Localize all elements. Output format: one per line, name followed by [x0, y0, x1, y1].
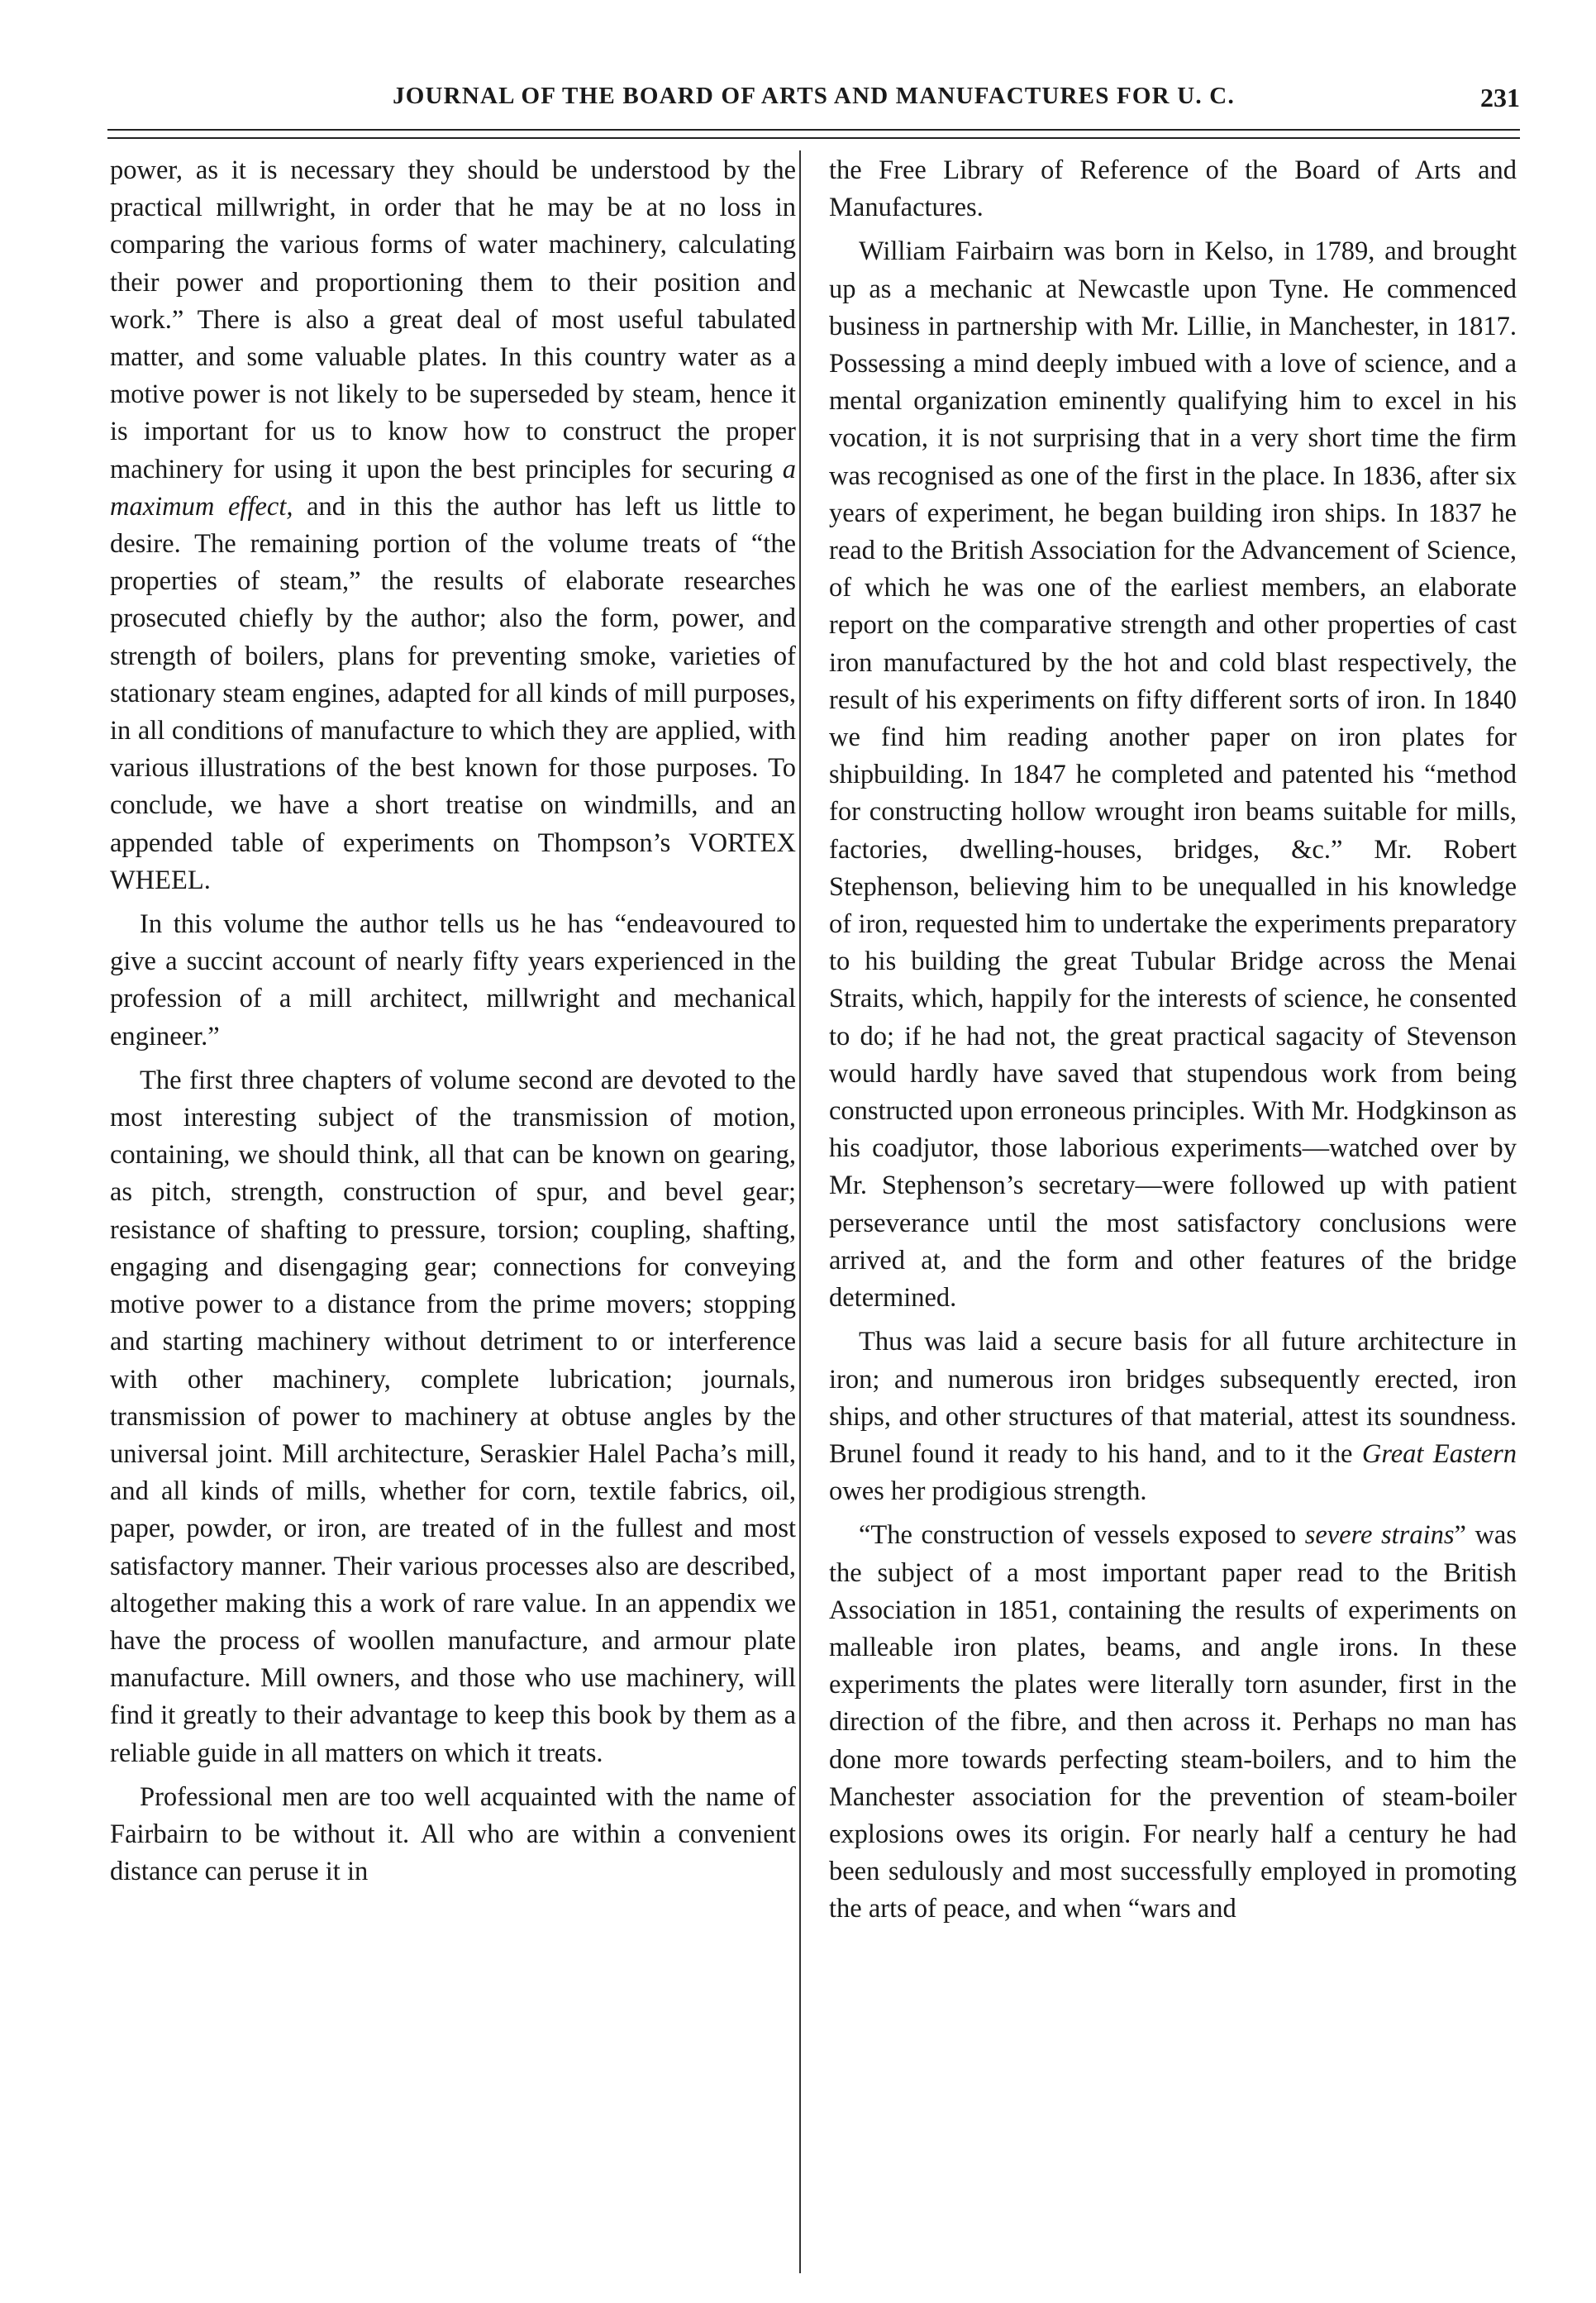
left-paragraph-4: Professional men are too well acquainted with the name of Fairbairn to be without it. All who are within a convenient distance can peruse it in	[110, 1781, 796, 1887]
right-paragraph-4-open: “The construction of vessels exposed to	[859, 1520, 1297, 1551]
left-paragraph-1	[110, 152, 796, 899]
right-column	[829, 152, 1517, 2268]
right-paragraph-4-text: ” was the subject of a most important paper read to the British Association in 1851, containing the results of experiments on malleable iron plates, beams, and angle irons. In these experiments the plates were literally torn asunder, first in the direction of the fibre, and then across it. Perhaps no man has done more towards perfecting steam-boilers, and to him the Manchester association for the prevention of steam-boiler explosions owes its origin. For nearly half a century he had been sedulously and most successfully employed in promoting the arts of peace, and when “wars and	[829, 1520, 1517, 1924]
right-paragraph-3-text: Thus was laid a secure basis for all future architecture in iron; and numerous iron bridges subsequently erected, iron ships, and other structures of that material, attest its soundness. Brunel found it ready to his hand, and to it the	[829, 1327, 1517, 1469]
right-paragraph-4-italic: severe strains	[1304, 1520, 1455, 1551]
column-divider	[799, 150, 801, 2273]
left-paragraph-1-text: power, as it is necessary they should be understood by the practical millwright, in order that he may be at no loss in comparing the various forms of water machinery, calculating their power and proportioning them to their position and work.” There is also a great deal of most useful tabulated matter, and some valuable plates. In this country water as a motive power is not likely to be superseded by steam, hence it is important for us to know how to construct the proper machinery for using it upon the best principles for securing	[110, 155, 796, 484]
left-paragraph-2: In this volume the author tells us he has “endeavoured to give a succint account of nearly fifty years experienced in the profession of a mill architect, millwright and mechanical engineer.”	[110, 909, 796, 1051]
page-number: 231	[1480, 83, 1520, 112]
right-paragraph-2: William Fairbairn was born in Kelso, in 1789, and brought up as a mechanic at Newcastle upon Tyne. He commenced business in partnership with Mr. Lillie, in Manchester, in 1817. Possessing a mind deeply imbued with a love of science, and a mental organization eminently qualifying him to excel in his vocation, it is not surprising that in a very short time the firm was recognised as one of the first in the place. In 1836, after six years of experiment, he began building iron ships. In 1837 he read to the British Association for the Advancement of Science, of which he was one of the earliest members, an elaborate report on the comparative strength and other properties of cast iron manufactured by the hot and cold blast respectively, the result of his experiments on fifty different sorts of iron. In 1840 we find him reading another paper on iron plates for shipbuilding. In 1847 he completed and patented his “method for constructing hollow wrought iron beams suitable for mills, factories, dwelling-houses, bridges, &c.” Mr. Robert Stephenson, believing him to be unequalled in his knowledge of iron, requested him to undertake the experiments preparatory to his building the great Tubular Bridge across the Menai Straits, which, happily for the interests of science, he consented to do; if he had not, the great practical sagacity of Stevenson would hardly have saved that stupendous work from being constructed upon erroneous principles. With Mr. Hodgkinson as his coadjutor, those laborious experiments—watched over by Mr. Stephenson’s secretary—were followed up with patient perseverance until the most satisfactory conclusions were arrived at, and the form and other features of the bridge determined.	[829, 236, 1517, 1314]
header-double-rule	[107, 129, 1520, 139]
right-paragraph-3-italic: Great Eastern	[1361, 1438, 1517, 1469]
right-paragraph-1: the Free Library of Reference of the Board of Arts and Manufactures.	[829, 155, 1517, 223]
journal-title: JOURNAL OF THE BOARD OF ARTS AND MANUFACTURES FOR U. C.	[393, 83, 1235, 109]
left-paragraph-1-italic: a maximum effect,	[110, 454, 796, 522]
left-column	[110, 152, 796, 2268]
running-head	[107, 83, 1520, 124]
left-paragraph-3: The first three chapters of volume second are devoted to the most interesting subject of the transmission of motion, containing, we should think, all that can be known on gearing, as pitch, strength, construction of spur, and bevel gear; resistance of shafting to pressure, torsion; coupling, shafting, engaging and disengaging gear; connections for conveying motive power to a distance from the prime movers; stopping and starting machinery without detriment to or interference with other machinery, complete lubrication; journals, transmission of power to machinery at obtuse angles by the universal joint. Mill architecture, Seraskier Halel Pacha’s mill, and all kinds of mills, whether for corn, textile fabrics, oil, paper, powder, or iron, are treated of in the fullest and most satisfactory manner. Their various processes also are described, altogether making this a work of rare value. In an appendix we have the process of woollen manufacture, and armour plate manufacture. Mill owners, and those who use machinery, will find it greatly to their advantage to keep this book by them as a reliable guide in all matters on which it treats.	[110, 1065, 796, 1768]
right-paragraph-3	[829, 1323, 1517, 1510]
right-paragraph-3-tail: owes her prodigious strength.	[829, 1476, 1147, 1507]
left-paragraph-1-tail: and in this the author has left us little to desire. The remaining portion of the volume treats of “the properties of steam,” the results of elaborate researches prosecuted chiefly by the author; also the form, power, and strength of boilers, plans for preventing smoke, varieties of stationary steam engines, adapted for all kinds of mill purposes, in all conditions of manufacture to which they are applied, with various illustrations of the best known for those purposes. To conclude, we have a short treatise on windmills, and an appended table of experiments on Thompson’s VORTEX WHEEL.	[110, 491, 796, 895]
right-paragraph-4	[829, 1517, 1517, 1928]
